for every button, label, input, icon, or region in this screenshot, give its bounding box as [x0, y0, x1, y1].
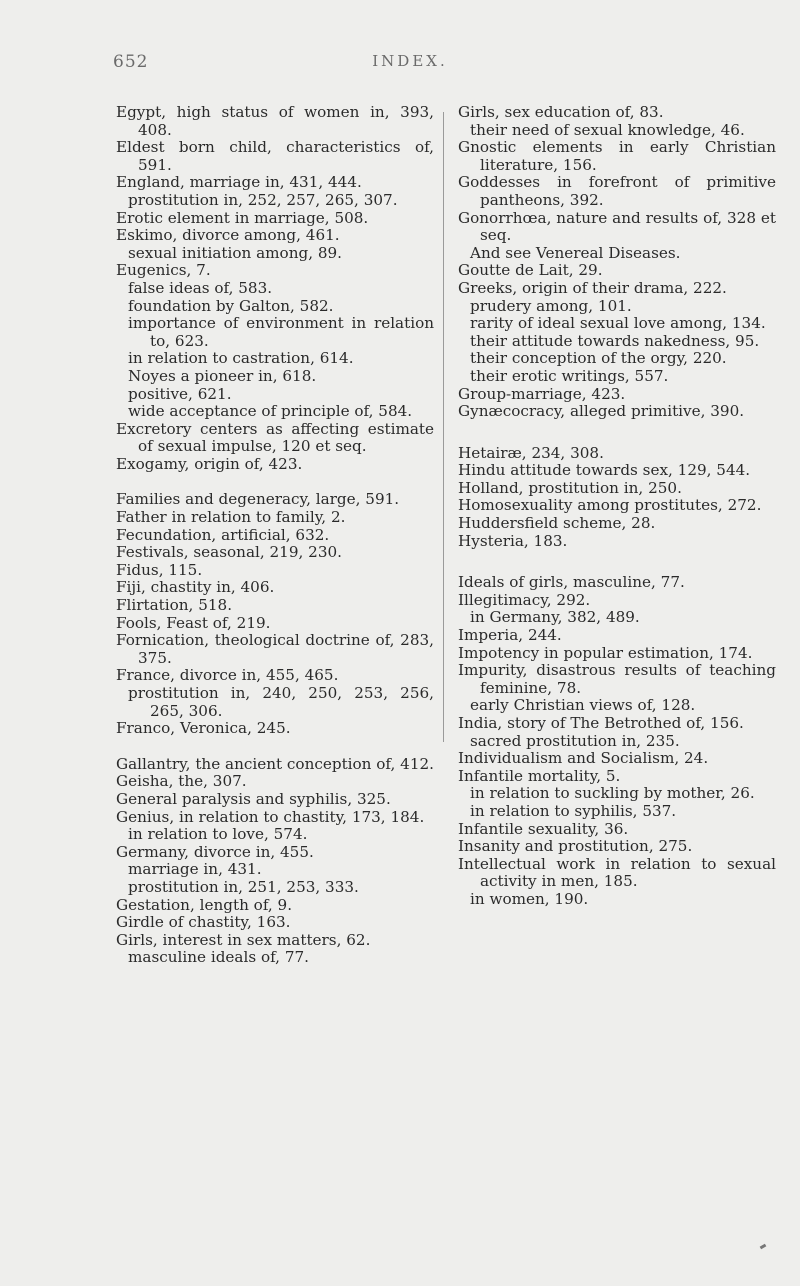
index-entry: Girls, interest in sex matters, 62.	[116, 930, 371, 949]
index-entry: Eskimo, divorce among, 461.	[116, 226, 340, 245]
index-entry: General paralysis and syphilis, 325.	[116, 789, 391, 808]
index-subentry: Noyes a pioneer in, 618.	[128, 366, 317, 385]
index-entry: Franco, Veronica, 245.	[116, 719, 291, 738]
page-number: 652	[113, 52, 149, 72]
index-entry: Group-marriage, 423.	[458, 384, 626, 403]
index-entry: Fornication, theological doctrine of, 283, 375.	[116, 631, 434, 667]
index-subentry: And see Venereal Diseases.	[470, 243, 681, 262]
index-entry: Holland, prostitution in, 250.	[458, 478, 682, 497]
running-title: INDEX.	[372, 52, 448, 70]
index-subentry: prostitution in, 251, 253, 333.	[128, 877, 359, 896]
index-subentry: prostitution in, 252, 257, 265, 307.	[128, 190, 398, 209]
index-entry: Hindu attitude towards sex, 129, 544.	[458, 461, 751, 480]
index-entry: France, divorce in, 455, 465.	[116, 666, 339, 685]
index-entry: Gynæcocracy, alleged primitive, 390.	[458, 402, 745, 421]
index-subentry: in relation to syphilis, 537.	[470, 801, 677, 820]
index-entry: Gonorrhœa, nature and results of, 328 et seq.	[458, 208, 776, 245]
index-entry: Eugenics, 7.	[116, 261, 211, 280]
index-entry: Girls, sex education of, 83.	[458, 103, 664, 121]
index-entry: Infantile sexuality, 36.	[458, 819, 629, 838]
stray-mark	[760, 1244, 767, 1250]
index-subentry: rarity of ideal sexual love among, 134.	[470, 314, 766, 333]
index-subentry: sacred prostitution in, 235.	[470, 731, 680, 750]
index-subentry: their need of sexual knowledge, 46.	[470, 120, 745, 139]
index-entry: Flirtation, 518.	[116, 596, 233, 615]
index-subentry: positive, 621.	[128, 384, 232, 403]
index-subentry: wide acceptance of principle of, 584.	[128, 402, 413, 421]
index-subentry: their erotic writings, 557.	[470, 366, 669, 385]
index-subentry: early Christian views of, 128.	[470, 696, 696, 715]
index-entry: Fiji, chastity in, 406.	[116, 578, 275, 597]
index-entry: Eldest born child, characteristics of, 591.	[116, 138, 434, 174]
section-gap	[458, 550, 776, 574]
index-entry: Erotic element in marriage, 508.	[116, 208, 369, 227]
index-subentry: their attitude towards nakedness, 95.	[470, 331, 760, 350]
index-entry: Goddesses in forefront of primitive pantheons, 392.	[458, 173, 776, 209]
index-subentry: their conception of the orgy, 220.	[470, 349, 727, 368]
section-gap	[116, 473, 434, 491]
index-subentry: foundation by Galton, 582.	[128, 296, 334, 315]
index-entry: Excretory centers as affecting estimate of sexual impulse, 120 et seq.	[116, 419, 434, 456]
index-subentry: masculine ideals of, 77.	[128, 948, 309, 967]
index-entry: Geisha, the, 307.	[116, 772, 247, 791]
index-entry: Genius, in relation to chastity, 173, 184.	[116, 807, 425, 826]
index-entry: Germany, divorce in, 455.	[116, 842, 314, 861]
index-entry: Impotency in popular estimation, 174.	[458, 643, 753, 662]
index-entry: Huddersfield scheme, 28.	[458, 514, 656, 533]
index-entry: Hetairæ, 234, 308.	[458, 443, 604, 462]
index-subentry: marriage in, 431.	[128, 860, 262, 879]
index-entry: Festivals, seasonal, 219, 230.	[116, 543, 342, 562]
index-entry: Girdle of chastity, 163.	[116, 913, 291, 932]
index-subentry: in relation to suckling by mother, 26.	[470, 784, 755, 803]
page-header	[0, 52, 800, 82]
index-entry: England, marriage in, 431, 444.	[116, 173, 362, 192]
index-entry: Imperia, 244.	[458, 626, 562, 645]
index-entry: Impurity, disastrous results of teaching feminine, 78.	[458, 661, 776, 697]
index-entry: Greeks, origin of their drama, 222.	[458, 278, 727, 297]
index-entry: Goutte de Lait, 29.	[458, 261, 603, 280]
index-entry: Gestation, length of, 9.	[116, 895, 293, 914]
section-gap	[116, 738, 434, 756]
index-column-right	[458, 104, 776, 909]
index-subentry: in relation to love, 574.	[128, 825, 308, 844]
index-entry: Individualism and Socialism, 24.	[458, 749, 709, 768]
index-entry: Families and degeneracy, large, 591.	[116, 490, 400, 509]
index-entry: Infantile mortality, 5.	[458, 766, 621, 785]
index-subentry: in women, 190.	[470, 889, 589, 908]
index-subentry: sexual initiation among, 89.	[128, 243, 343, 262]
index-entry: Gnostic elements in early Christian literature, 156.	[458, 138, 776, 174]
index-entry: Fecundation, artificial, 632.	[116, 525, 330, 544]
index-subentry: in relation to castration, 614.	[128, 349, 354, 368]
index-subentry: prudery among, 101.	[470, 296, 632, 315]
index-entry: Hysteria, 183.	[458, 531, 568, 550]
index-entry: Intellectual work in relation to sexual activity in men, 185.	[458, 854, 776, 891]
index-entry: Insanity and prostitution, 275.	[458, 837, 693, 856]
index-subentry: importance of environment in relation to, 623.	[128, 314, 434, 350]
index-subentry: prostitution in, 240, 250, 253, 256, 265, 306.	[128, 684, 434, 720]
index-entry: Homosexuality among prostitutes, 272.	[458, 496, 762, 515]
index-entry: Fidus, 115.	[116, 560, 203, 579]
index-entry: Egypt, high status of women in, 393, 408.	[116, 103, 434, 139]
index-entry: India, story of The Betrothed of, 156.	[458, 714, 744, 732]
index-entry: Illegitimacy, 292.	[458, 590, 591, 609]
index-subentry: false ideas of, 583.	[128, 278, 273, 297]
index-entry: Fools, Feast of, 219.	[116, 613, 271, 632]
index-entry: Gallantry, the ancient conception of, 412.	[116, 754, 434, 773]
section-gap	[458, 421, 776, 445]
column-divider	[443, 112, 444, 742]
index-subentry: in Germany, 382, 489.	[470, 608, 640, 627]
index-entry: Father in relation to family, 2.	[116, 508, 346, 527]
index-entry: Exogamy, origin of, 423.	[116, 454, 303, 473]
index-column-left	[116, 104, 434, 967]
index-entry: Ideals of girls, masculine, 77.	[458, 573, 685, 592]
